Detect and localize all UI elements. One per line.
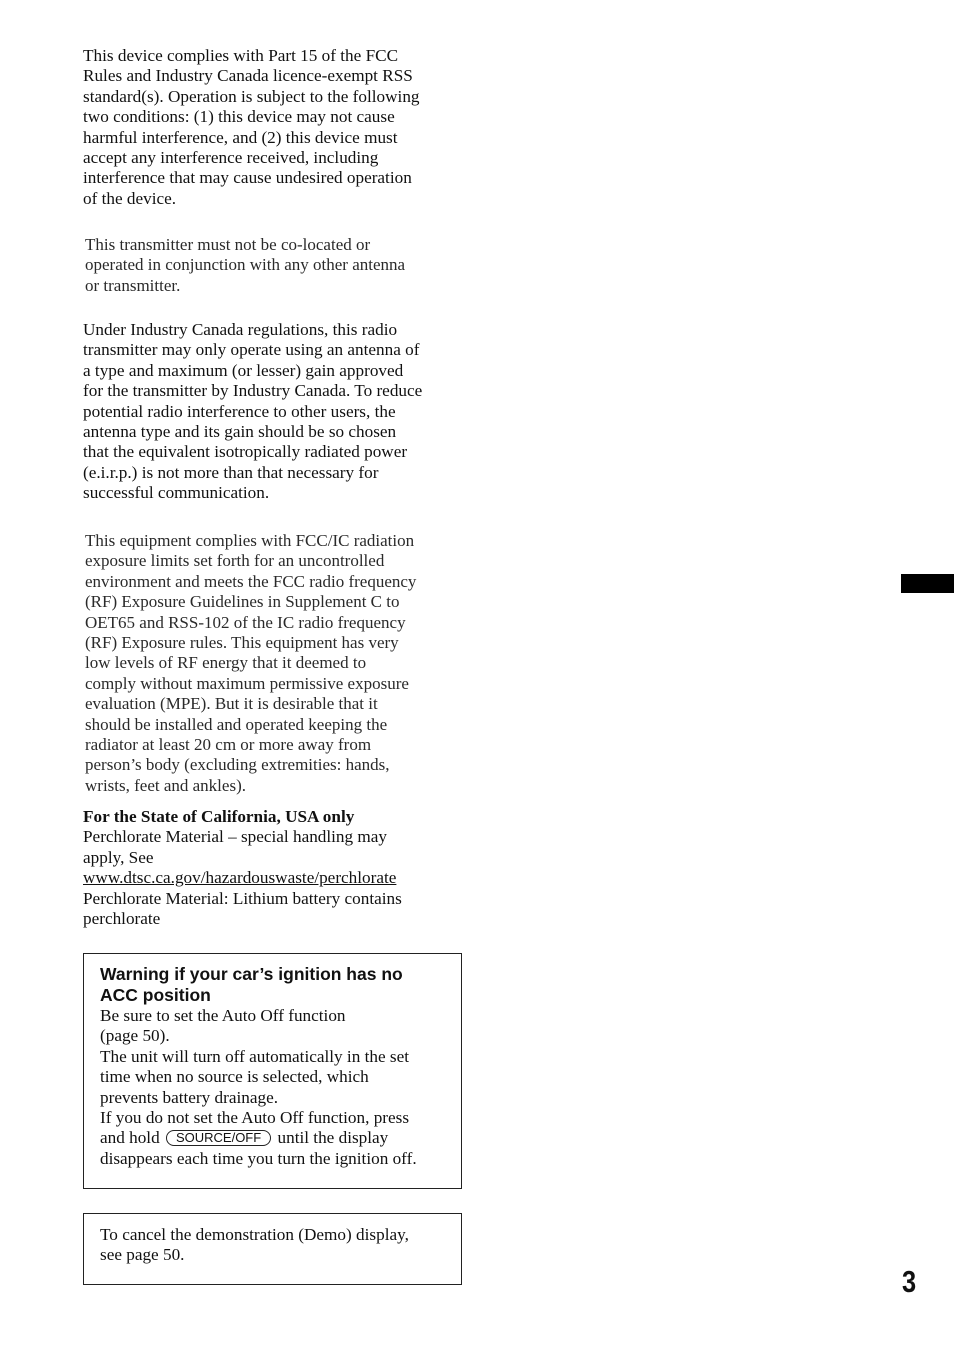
california-line-2: apply, See bbox=[83, 847, 154, 867]
source-off-key: SOURCE/OFF bbox=[166, 1130, 271, 1146]
california-section bbox=[83, 807, 465, 929]
perchlorate-link[interactable]: www.dtsc.ca.gov/hazardouswaste/perchlorate bbox=[83, 868, 397, 888]
fcc-part15-paragraph: This device complies with Part 15 of the FCC Rules and Industry Canada licence-exempt RSS standard(s). Operation is subject to the following two conditions: (1) this device may not cause harmful interference, and (2) this device must accept any interference received, including interference that may cause undesired operation of the device. bbox=[83, 46, 420, 208]
warning-line-7-after: until the display bbox=[277, 1128, 389, 1148]
colocation-paragraph: This transmitter must not be co-located or operated in conjunction with any other antenna or transmitter. bbox=[85, 235, 406, 295]
warning-line-4: time when no source is selected, which bbox=[100, 1067, 369, 1087]
demo-cancel-box bbox=[83, 1213, 462, 1285]
california-heading: For the State of California, USA only bbox=[83, 807, 355, 826]
california-line-4: perchlorate bbox=[83, 909, 161, 929]
california-line-1: Perchlorate Material – special handling may bbox=[83, 827, 388, 847]
warning-line-1: Be sure to set the Auto Off function bbox=[100, 1006, 346, 1025]
page-number: 3 bbox=[902, 1264, 917, 1299]
demo-line-1: To cancel the demonstration (Demo) display, bbox=[100, 1225, 409, 1244]
demo-line-2: see page 50. bbox=[100, 1245, 185, 1265]
warning-line-2: (page 50). bbox=[100, 1026, 170, 1046]
acc-warning-title: Warning if your car’s ignition has no ACC position bbox=[100, 964, 403, 1005]
warning-line-6: If you do not set the Auto Off function, press bbox=[100, 1108, 410, 1128]
industry-canada-paragraph: Under Industry Canada regulations, this radio transmitter may only operate using an antenna of a type and maximum (or lesser) gain approved for the transmitter by Industry Canada. To reduce potential radio interference to other users, the antenna type and its gain should be so chosen that the equivalent isotropically radiated power (e.i.r.p.) is not more than that necessary for successful communication. bbox=[83, 320, 423, 503]
radiation-exposure-paragraph: This equipment complies with FCC/IC radiation exposure limits set forth for an uncontrolled environment and meets the FCC radio frequency (RF) Exposure Guidelines in Supplement C to OET65 and RSS-102 of the IC radio frequency (RF) Exposure rules. This equipment has very low levels of RF energy that it deemed to comply without maximum permissive exposure evaluation (MPE). But it is desirable that it should be installed and operated keeping the radiator at least 20 cm or more away from person’s body (excluding extremities: hands, wrists, feet and ankles). bbox=[85, 531, 417, 795]
warning-line-7 bbox=[100, 1128, 461, 1148]
warning-line-8: disappears each time you turn the ignition off. bbox=[100, 1148, 417, 1168]
acc-warning-box bbox=[83, 953, 462, 1189]
warning-line-7-before: and hold bbox=[100, 1128, 160, 1148]
warning-line-5: prevents battery drainage. bbox=[100, 1087, 279, 1107]
section-tab-marker bbox=[901, 574, 954, 593]
california-line-3: Perchlorate Material: Lithium battery contains bbox=[83, 888, 402, 908]
warning-line-3: The unit will turn off automatically in the set bbox=[100, 1046, 409, 1066]
